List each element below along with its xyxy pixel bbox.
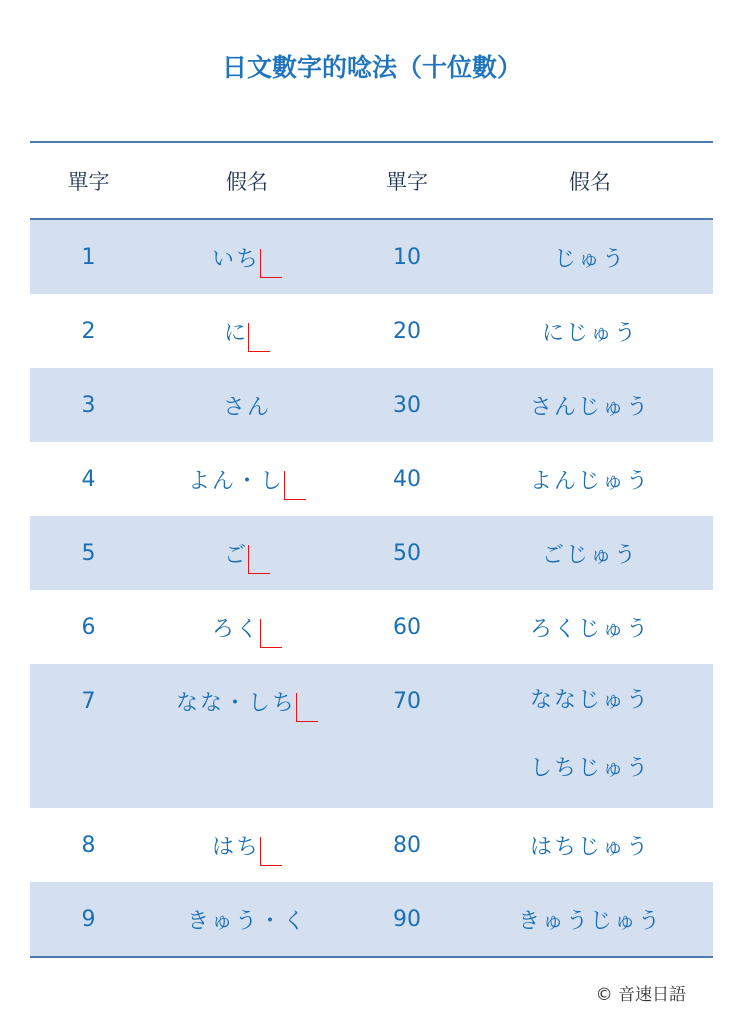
kana-cell: ななじゅう [529, 687, 650, 713]
number-cell: 70 [393, 688, 421, 714]
pitch-accent-mark [260, 836, 282, 860]
kana-cell: じゅう [553, 246, 626, 272]
table-row [30, 516, 713, 590]
kana-cell: ごじゅう [541, 542, 638, 568]
table-row [30, 808, 713, 882]
kana-cell: ろく [212, 612, 282, 643]
table-row [30, 442, 713, 516]
kana-cell: きゅう・く [186, 908, 307, 934]
kana-cell: に [224, 316, 270, 347]
number-cell: 10 [393, 244, 421, 270]
number-cell: 3 [81, 392, 96, 418]
kana-cell: いち [212, 242, 282, 273]
number-cell: 40 [393, 466, 421, 492]
number-cell: 20 [393, 318, 421, 344]
number-cell: 9 [81, 906, 96, 932]
table-bottom-rule [30, 956, 713, 958]
kana-cell: きゅうじゅう [517, 908, 662, 934]
number-cell: 6 [81, 614, 96, 640]
table-row [30, 590, 713, 664]
number-cell: 5 [81, 540, 96, 566]
number-cell: 90 [393, 906, 421, 932]
page-title: 日文數字的唸法（十位數） [221, 53, 522, 82]
pitch-accent-mark [296, 692, 318, 716]
table-header-row [30, 143, 713, 218]
number-cell: 50 [393, 540, 421, 566]
kana-cell: さんじゅう [529, 394, 650, 420]
kana-cell: ろくじゅう [529, 616, 650, 642]
table-row [30, 368, 713, 442]
table-row [30, 220, 713, 294]
header-kana-2: 假名 [569, 169, 611, 194]
number-cell: 1 [81, 244, 96, 270]
pitch-accent-mark [248, 544, 270, 568]
kana-cell: にじゅう [541, 320, 638, 346]
numbers-table [30, 141, 713, 958]
table-row [30, 664, 713, 808]
kana-cell: はちじゅう [529, 834, 650, 860]
number-cell: 30 [393, 392, 421, 418]
copyright-footer: © 音速日語 [595, 985, 686, 1005]
header-kana-1: 假名 [226, 169, 268, 194]
kana-cell: はち [212, 830, 282, 861]
number-cell: 60 [393, 614, 421, 640]
header-number-1: 單字 [67, 169, 110, 194]
pitch-accent-mark [284, 470, 306, 494]
table-row [30, 294, 713, 368]
kana-cell: ご [224, 538, 270, 569]
number-cell: 2 [81, 318, 96, 344]
number-cell: 80 [393, 832, 421, 858]
kana-cell: さん [222, 394, 271, 420]
pitch-accent-mark [260, 248, 282, 272]
table-row [30, 882, 713, 956]
header-number-2: 單字 [386, 169, 428, 194]
kana-cell: なな・しち [176, 686, 318, 717]
kana-cell: よんじゅう [529, 468, 650, 494]
pitch-accent-mark [260, 618, 282, 642]
pitch-accent-mark [248, 322, 270, 346]
number-cell: 7 [81, 688, 96, 714]
number-cell: 8 [81, 832, 96, 858]
kana-cell-alt: しちじゅう [529, 755, 650, 781]
kana-cell: よん・し [188, 464, 306, 495]
number-cell: 4 [81, 466, 96, 492]
